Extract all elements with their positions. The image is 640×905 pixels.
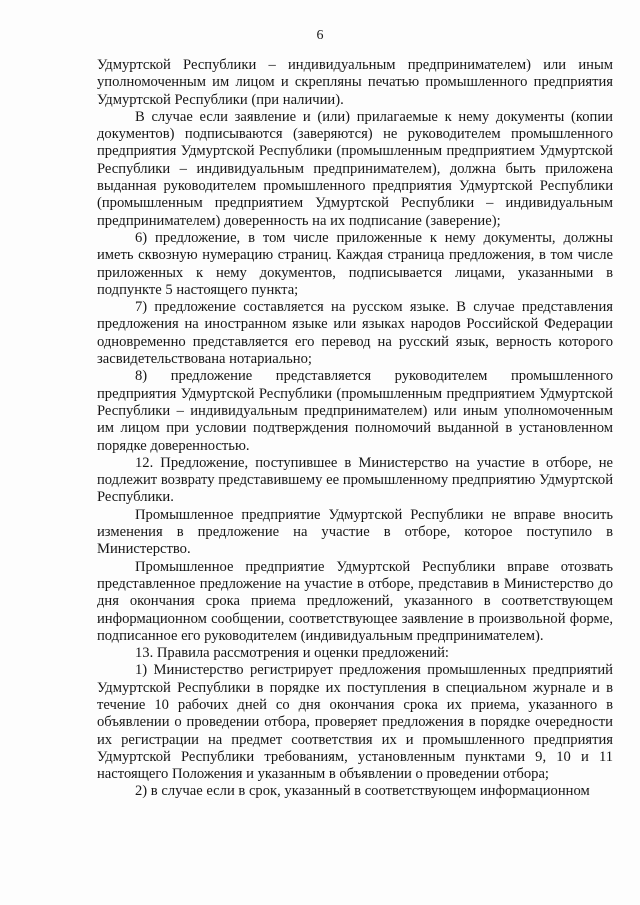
document-body (97, 57, 613, 801)
paragraph-item-2-partial: 2) в случае если в срок, указанный в соответствующем информационном (135, 783, 590, 800)
paragraph-clause-13-heading: 13. Правила рассмотрения и оценки предложений: (135, 645, 449, 662)
paragraph-item-1-registration: 1) Министерство регистрирует предложения промышленных предприятий Удмуртской Республики в порядке их поступления в специальном журнале и в течение 10 рабочих дней со дня окончания срока их приема, указанного в объявлении о проведении отбора, проверяет предложения в порядке очередности их регистрации на предмет соответствия их и промышленного предприятия Удмуртской Республики требованиям, установленным пунктами 9, 10 и 11 настоящего Положения и указанным в объявлении о проведении отбора; (97, 662, 613, 783)
paragraph-item-7-language: 7) предложение составляется на русском языке. В случае представления предложения на иностранном языке или языках народов Российской Федерации одновременно представляется его перевод на русский язык, верность которого засвидетельствована нотариально; (97, 299, 613, 368)
paragraph-withdrawal: Промышленное предприятие Удмуртской Республики вправе отозвать представленное предложение на участие в отборе, представив в Министерство до дня окончания срока приема предложений, указанного в соответствующем информационном сообщении, соответствующее заявление в произвольной форме, подписанное его руководителем (индивидуальным предпринимателем). (97, 558, 613, 644)
paragraph-signing-by-proxy: В случае если заявление и (или) прилагаемые к нему документы (копии документов) подписываются (заверяются) не руководителем промышленного предприятия Удмуртской Республики (промышленным предприятием Удмуртской Республики – индивидуальным предпринимателем), должна быть приложена выданная руководителем промышленного предприятия Удмуртской Республики (промышленным предприятием Удмуртской Республики – индивидуальным предпринимателем) доверенность на их подписание (заверение); (97, 108, 613, 229)
paragraph-clause-12: 12. Предложение, поступившее в Министерство на участие в отборе, не подлежит возврату представившему ее промышленному предприятию Удмуртской Республики. (97, 454, 613, 506)
paragraph-no-changes: Промышленное предприятие Удмуртской Республики не вправе вносить изменения в предложение на участие в отборе, которое поступило в Министерство. (97, 506, 613, 558)
paragraph-item-6-page-numbering: 6) предложение, в том числе приложенные к нему документы, должны иметь сквозную нумерацию страниц. Каждая страница предложения, в том числе приложенных к нему документов, подписывается лицами, указанными в подпункте 5 настоящего пункта; (97, 229, 613, 298)
paragraph-item-8-submission: 8) предложение представляется руководителем промышленного предприятия Удмуртской Республики (промышленным предприятием Удмуртской Республики – индивидуальным предпринимателем) или иным уполномоченным им лицом при условии подтверждения полномочий выданной в установленном порядке доверенностью. (97, 368, 613, 454)
page-number: 6 (316, 28, 324, 43)
paragraph-continuation: Удмуртской Республики – индивидуальным предпринимателем) или иным уполномоченным им лицом и скрепляны печатью промышленного предприятия Удмуртской Республики (при наличии). (97, 57, 613, 108)
